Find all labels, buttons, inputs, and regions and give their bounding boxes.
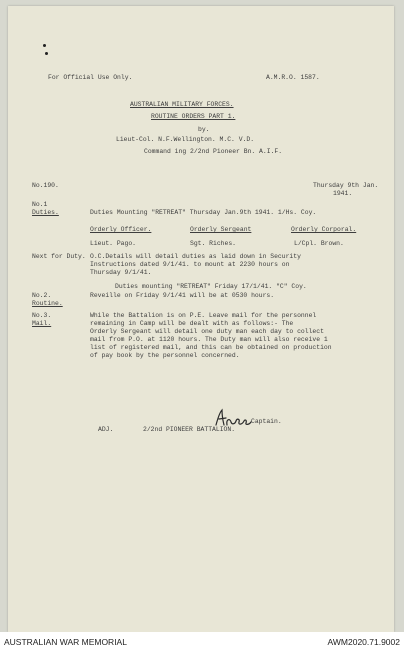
archive-name: AUSTRALIAN WAR MEMORIAL (4, 637, 127, 647)
section3-title: Mail. (32, 320, 52, 327)
next-for-duty-label: Next for Duty. (32, 253, 86, 260)
orderly-corporal-heading: Orderly Corporal. (291, 226, 357, 233)
orderly-sergeant-name: Sgt. Riches. (190, 240, 237, 247)
section3-mail-line: mail from P.O. at 1120 hours. The Duty man will also receive 1 (90, 336, 328, 343)
orderly-sergeant-heading: Orderly Sergeant (190, 226, 252, 233)
document-page (8, 6, 394, 632)
by-label: by. (198, 126, 210, 133)
next-for-duty-line: Thursday 9/1/41. (90, 269, 152, 276)
section3-mail-line: remaining in Camp will be dealt with as follows:- The (90, 320, 294, 327)
adjutant-label: ADJ. (98, 426, 114, 433)
section1-number: No.1 (32, 201, 48, 208)
section1-title: Duties. (32, 209, 59, 216)
archive-reference: AWM2020.71.9002 (327, 637, 400, 647)
section1-duties-line: Duties Mounting "RETREAT" Thursday Jan.9th 1941. 1/Hs. Coy. (90, 209, 317, 216)
section2-reveille-line: Reveille on Friday 9/1/41 will be at 0530 hours. (90, 292, 275, 299)
commander-name: Lieut-Col. N.F.Wellington. M.C. V.D. (116, 136, 255, 143)
document-subheading: ROUTINE ORDERS PART 1. (151, 113, 236, 120)
signatory-unit: 2/2nd PIONEER BATTALION. (143, 426, 236, 433)
punch-hole (45, 52, 48, 55)
next-for-duty-line: Instructions dated 9/1/41. to mount at 2230 hours on (90, 261, 290, 268)
handwritten-signature (214, 408, 252, 428)
order-number: No.190. (32, 182, 59, 189)
classification-label: For Official Use Only. (48, 74, 133, 81)
section3-number: No.3. (32, 312, 52, 319)
section3-mail-line: Orderly Sergeant will detail one duty man each day to collect (90, 328, 324, 335)
command-line: Command ing 2/2nd Pioneer Bn. A.I.F. (144, 148, 283, 155)
section3-mail-line: list of registered mail, and this can be obtained on production (90, 344, 332, 351)
orderly-officer-heading: Orderly Officer. (90, 226, 152, 233)
section2-number: No.2. (32, 292, 52, 299)
document-heading: AUSTRALIAN MILITARY FORCES. (130, 101, 234, 108)
section3-mail-line: While the Battalion is on P.E. Leave mail for the personnel (90, 312, 317, 319)
section2-title: Routine. (32, 300, 63, 307)
orderly-corporal-name: L/Cpl. Brown. (294, 240, 344, 247)
next-for-duty-line: O.C.Details will detail duties as laid down in Security (90, 253, 301, 260)
signatory-rank: Captain. (251, 418, 282, 425)
order-year: 1941. (333, 190, 353, 197)
reference-number: A.M.R.O. 1587. (266, 74, 320, 81)
orderly-officer-name: Lieut. Pago. (90, 240, 137, 247)
punch-hole (43, 44, 46, 47)
order-date: Thursday 9th Jan. (313, 182, 379, 189)
friday-duties-line: Duties mounting "RETREAT" Friday 17/1/41. "C" Coy. (115, 283, 307, 290)
section3-mail-line: of pay book by the personnel concerned. (90, 352, 240, 359)
archive-footer (0, 632, 404, 653)
